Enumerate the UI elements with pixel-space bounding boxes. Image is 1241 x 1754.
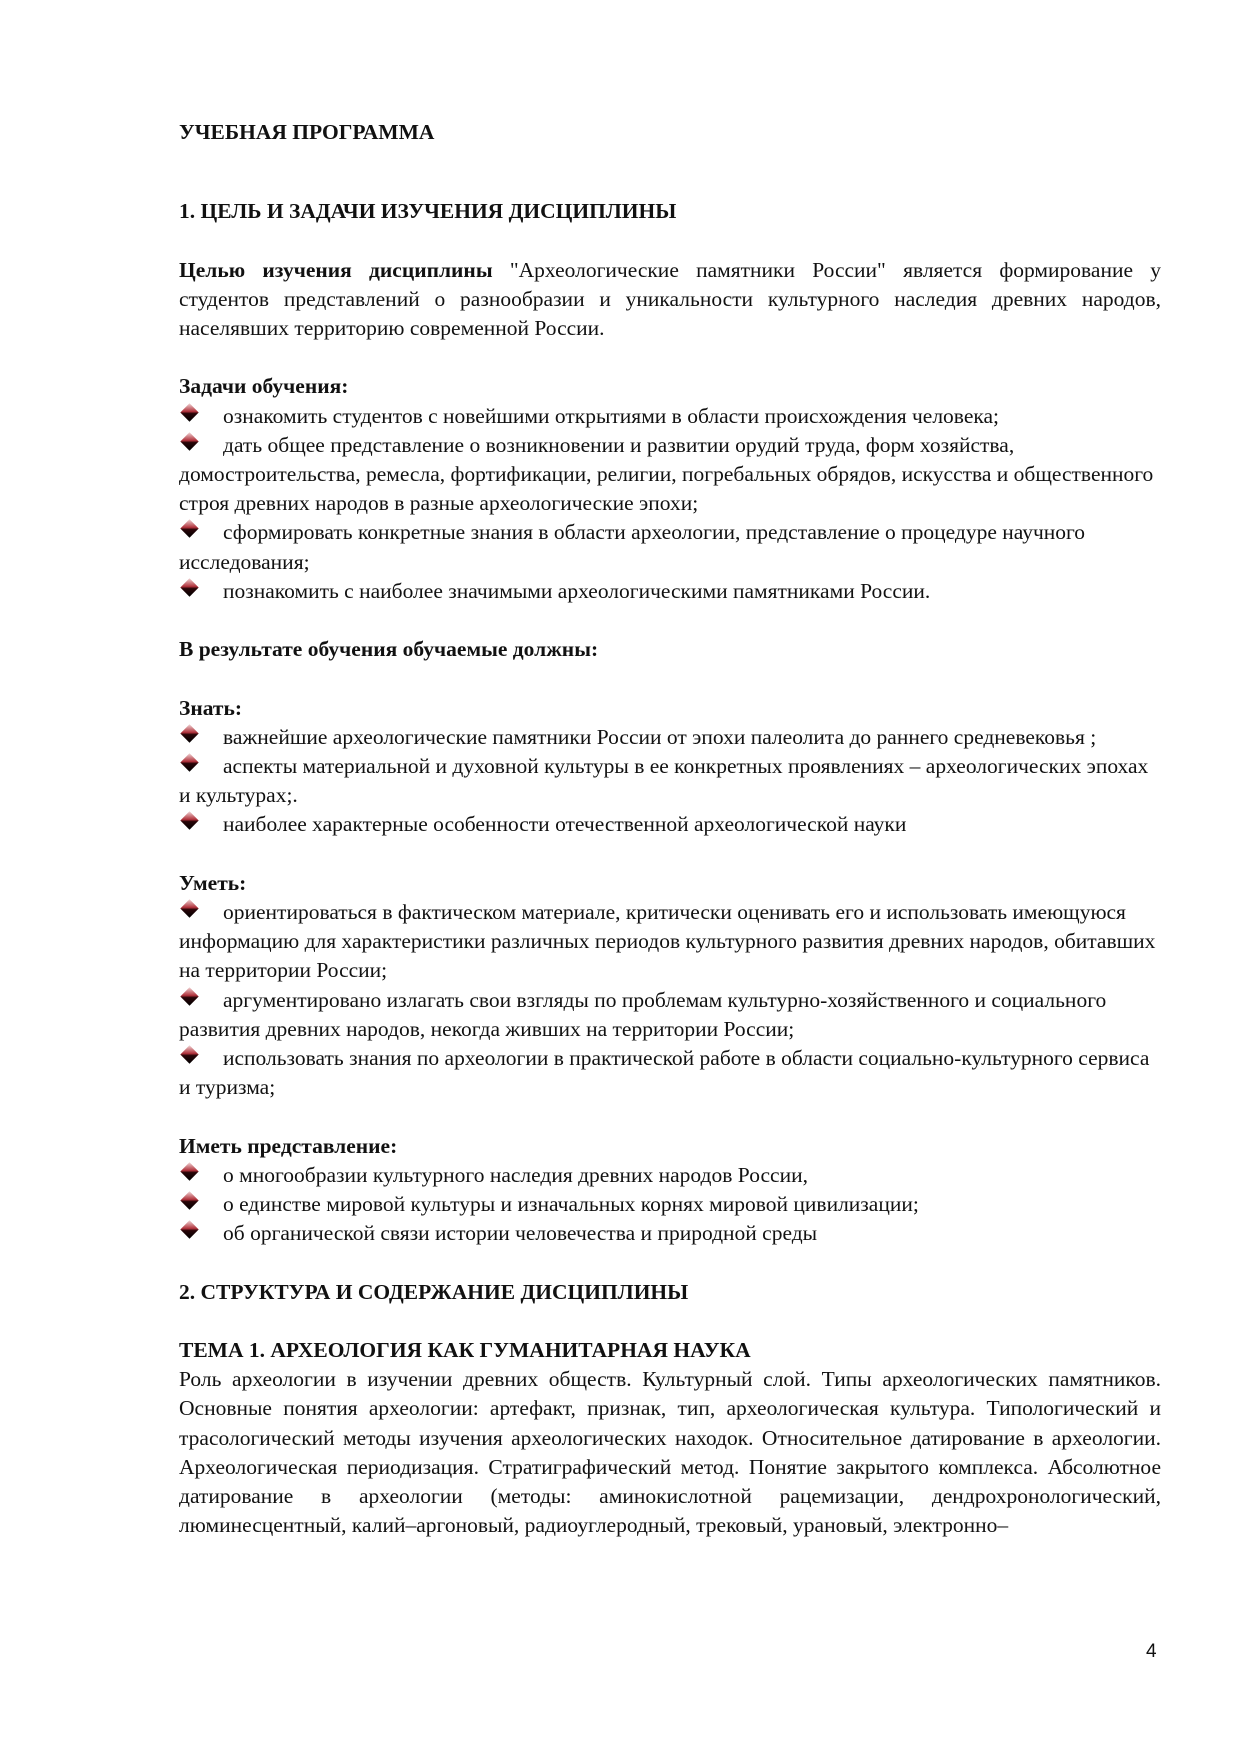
diamond-bullet-icon (179, 990, 223, 1008)
diamond-bullet-icon (179, 1048, 223, 1066)
bullet-text: сформировать конкретные знания в области археологии, представление о процедуре научного исследования; (179, 520, 1086, 574)
bullet-item (179, 1219, 1161, 1248)
bullet-text: аспекты материальной и духовной культуры в ее конкретных проявлениях – археологических эпохах и культурах;. (179, 754, 1149, 808)
bullet-item (179, 986, 1161, 1044)
bullet-item (179, 402, 1161, 431)
diamond-bullet-icon (179, 435, 223, 453)
bullet-item (179, 1044, 1161, 1102)
know-list (179, 723, 1161, 840)
document-title: УЧЕБНАЯ ПРОГРАММА (179, 120, 435, 144)
goal-lead: Целью изучения дисциплины (179, 257, 493, 282)
bullet-item (179, 1190, 1161, 1219)
bullet-text: аргументировано излагать свои взгляды по проблемам культурно-хозяйственного и социального развития древних народов, некогда живших на территории России; (179, 987, 1107, 1041)
idea-heading: Иметь представление: (179, 1133, 398, 1158)
bullet-text: познакомить с наиболее значимыми археологическими памятниками России. (223, 578, 931, 603)
bullet-text: использовать знания по археологии в практической работе в области социально-культурного сервиса и туризма; (179, 1046, 1150, 1100)
diamond-bullet-icon (179, 406, 223, 424)
results-heading: В результате обучения обучаемые должны: (179, 637, 599, 662)
diamond-bullet-icon (179, 581, 223, 599)
diamond-bullet-icon (179, 522, 223, 540)
bullet-item (179, 810, 1161, 839)
goal-paragraph (179, 256, 1161, 344)
bullet-text: наиболее характерные особенности отечественной археологической науки (223, 812, 907, 837)
bullet-item (179, 752, 1161, 810)
bullet-item (179, 577, 1161, 606)
topic-1-text: Роль археологии в изучении древних обществ. Культурный слой. Типы археологических памятников. Основные понятия археологии: артефакт, признак, тип, археологическая культура. Типологический и трасологический методы изучения археологических находок. Относительное датирование в археологии. Археологическая периодизация. Стратиграфический метод. Понятие закрытого комплекса. Абсолютное датирование в археологии (методы: аминокислотной рацемизации, дендрохронологический, люминесцентный, калий–аргоновый, радиоуглеродный, трековый, урановый, электронно– (179, 1367, 1161, 1538)
bullet-item (179, 1161, 1161, 1190)
bullet-text: об органической связи истории человечества и природной среды (223, 1221, 818, 1246)
diamond-bullet-icon (179, 756, 223, 774)
idea-list (179, 1161, 1161, 1249)
bullet-text: дать общее представление о возникновении и развитии орудий труда, форм хозяйства, домостроительства, ремесла, фортификации, религии, погребальных обрядов, искусства и общественного строя древних народов в разные археологические эпохи; (179, 432, 1154, 516)
diamond-bullet-icon (179, 902, 223, 920)
topic-1-heading: ТЕМА 1. АРХЕОЛОГИЯ КАК ГУМАНИТАРНАЯ НАУКА (179, 1338, 751, 1362)
can-list (179, 898, 1161, 1102)
diamond-bullet-icon (179, 727, 223, 745)
bullet-text: о единстве мировой культуры и изначальных корнях мировой цивилизации; (223, 1192, 919, 1217)
goal-text: "Археологические памятники России" является формирование у студентов представлений о разнообразии и уникальности культурного наследия древних народов, населявших территорию современной России. (179, 257, 1161, 340)
page-number: 4 (1146, 1641, 1157, 1662)
bullet-text: ориентироваться в фактическом материале, критически оценивать его и использовать имеющуюся информацию для характеристики различных периодов культурного развития древних народов, обитавших на территории России; (179, 900, 1156, 983)
section-1-heading: 1. ЦЕЛЬ И ЗАДАЧИ ИЗУЧЕНИЯ ДИСЦИПЛИНЫ (179, 199, 677, 224)
diamond-bullet-icon (179, 1223, 223, 1241)
document-page (179, 118, 1161, 1540)
tasks-list (179, 402, 1161, 606)
tasks-heading: Задачи обучения: (179, 374, 349, 399)
bullet-item (179, 898, 1161, 986)
diamond-bullet-icon (179, 1165, 223, 1183)
bullet-text: важнейшие археологические памятники России от эпохи палеолита до раннего средневековья ; (223, 724, 1097, 749)
bullet-text: ознакомить студентов с новейшими открытиями в области происхождения человека; (223, 403, 1000, 428)
diamond-bullet-icon (179, 814, 223, 832)
diamond-bullet-icon (179, 1194, 223, 1212)
bullet-text: о многообразии культурного наследия древних народов России, (223, 1162, 808, 1187)
bullet-item (179, 431, 1161, 519)
can-heading: Уметь: (179, 870, 247, 895)
know-heading: Знать: (179, 695, 243, 720)
bullet-item (179, 723, 1161, 752)
section-2-heading: 2. СТРУКТУРА И СОДЕРЖАНИЕ ДИСЦИПЛИНЫ (179, 1279, 689, 1304)
bullet-item (179, 518, 1161, 576)
